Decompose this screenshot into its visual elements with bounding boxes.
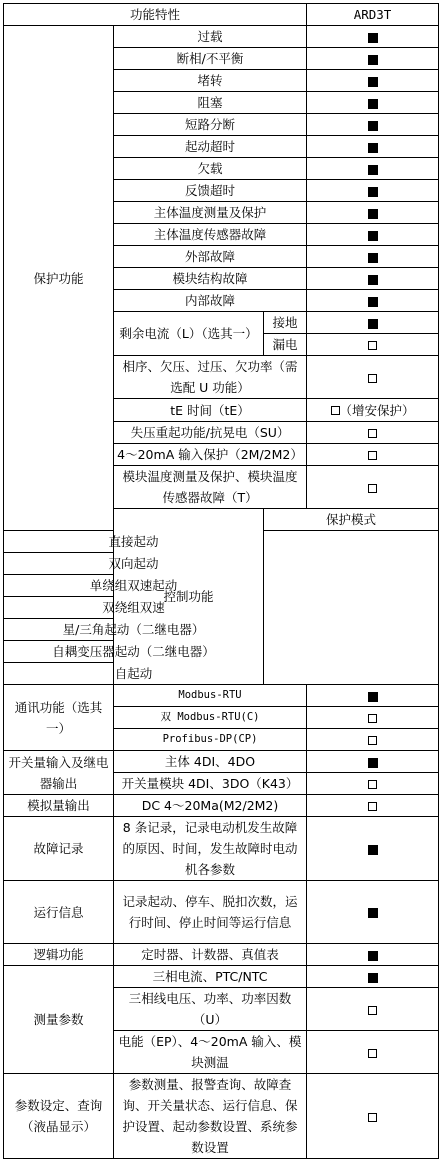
group-measure: 测量参数 [4, 966, 114, 1074]
mark-cell [307, 26, 439, 48]
feature-label: DC 4～20Ma(M2/2M2) [114, 795, 307, 817]
filled-square-icon [368, 55, 378, 65]
mark-cell [307, 466, 439, 509]
feature-label: 外部故障 [114, 246, 307, 268]
filled-square-icon [368, 692, 378, 702]
empty-square-icon [368, 736, 377, 745]
feature-label: 三相线电压、功率、功率因数（U） [114, 988, 307, 1031]
feature-label: 短路分断 [114, 114, 307, 136]
feature-label: 保护模式 [264, 509, 439, 531]
feature-label: 主体温度测量及保护 [114, 202, 307, 224]
mark-cell [307, 246, 439, 268]
feature-label: 单绕组双速起动 [4, 575, 264, 597]
feature-label: 模块温度测量及保护、模块温度传感器故障（T） [114, 466, 307, 509]
empty-square-icon [368, 1006, 377, 1015]
filled-square-icon [368, 845, 378, 855]
table-row [4, 663, 439, 685]
feature-label: Profibus-DP(CP) [114, 729, 307, 751]
empty-square-icon [368, 1049, 377, 1058]
feature-label: 欠载 [114, 158, 307, 180]
mark-cell [307, 795, 439, 817]
filled-square-icon [368, 143, 378, 153]
feature-label: 4～20mA 输入保护（2M/2M2） [114, 444, 307, 466]
mark-cell [307, 988, 439, 1031]
empty-square-icon [368, 374, 377, 383]
feature-label: 自耦变压器起动（二继电器） [4, 641, 264, 663]
table-row [4, 1074, 439, 1159]
group-control: 控制功能 [114, 509, 264, 685]
header-model: ARD3T [307, 4, 439, 26]
group-io: 开关量输入及继电器输出 [4, 751, 114, 795]
feature-label: 电能（EP）、4～20mA 输入、模块测温 [114, 1031, 307, 1074]
filled-square-icon [368, 165, 378, 175]
header-feature: 功能特性 [4, 4, 307, 26]
mark-cell [307, 158, 439, 180]
mark-cell [307, 268, 439, 290]
feature-label: 直接起动 [4, 531, 264, 553]
mark-cell [307, 202, 439, 224]
feature-label: 双绕组双速 [4, 597, 264, 619]
table-row [4, 531, 439, 553]
feature-label: 星/三角起动（二继电器） [4, 619, 264, 641]
feature-label: Modbus-RTU [114, 685, 307, 707]
filled-square-icon [368, 319, 378, 329]
feature-label: 主体温度传感器故障 [114, 224, 307, 246]
feature-label: 过载 [114, 26, 307, 48]
mark-cell [307, 707, 439, 729]
filled-square-icon [368, 253, 378, 263]
mark-note: （增安保护） [339, 403, 415, 418]
feature-label: 主体 4DI、4DO [114, 751, 307, 773]
empty-square-icon [368, 714, 377, 723]
mark-cell [307, 334, 439, 356]
mark-cell [307, 180, 439, 202]
mark-cell [307, 881, 439, 944]
empty-square-icon [368, 1113, 377, 1122]
mark-cell [307, 92, 439, 114]
empty-square-icon [368, 341, 377, 350]
mark-cell [307, 290, 439, 312]
mark-cell [307, 114, 439, 136]
table-row [4, 597, 439, 619]
feature-label: 双 Modbus-RTU(C) [114, 707, 307, 729]
group-analog: 模拟量输出 [4, 795, 114, 817]
filled-square-icon [368, 187, 378, 197]
mark-cell [307, 751, 439, 773]
mark-cell [307, 1031, 439, 1074]
empty-square-icon [368, 429, 377, 438]
feature-label: 开关量模块 4DI、3DO（K43） [114, 773, 307, 795]
mark-cell [307, 944, 439, 966]
feature-label: 起动超时 [114, 136, 307, 158]
group-comm: 通讯功能（选其一） [4, 685, 114, 751]
empty-square-icon [368, 802, 377, 811]
mark-cell [307, 729, 439, 751]
residual-sub-label: 漏电 [264, 334, 307, 356]
filled-square-icon [368, 121, 378, 131]
group-params: 参数设定、查询（液晶显示） [4, 1074, 114, 1159]
residual-sub-label: 接地 [264, 312, 307, 334]
empty-square-icon [368, 780, 377, 789]
table-row [4, 685, 439, 707]
mark-cell [307, 1074, 439, 1159]
mark-cell [307, 773, 439, 795]
table-row [4, 795, 439, 817]
feature-table [3, 3, 439, 1159]
feature-label: 相序、欠压、过压、欠功率（需选配 U 功能） [114, 356, 307, 399]
feature-label: 记录起动、停车、脱扣次数，运行时间、停止时间等运行信息 [114, 881, 307, 944]
feature-label: tE 时间（tE） [114, 399, 307, 422]
mark-cell [307, 356, 439, 399]
mark-cell [307, 312, 439, 334]
residual-current-label: 剩余电流（L）（选其一） [114, 312, 264, 356]
mark-cell [307, 444, 439, 466]
table-row [4, 817, 439, 881]
group-logic: 逻辑功能 [4, 944, 114, 966]
filled-square-icon [368, 99, 378, 109]
group-run: 运行信息 [4, 881, 114, 944]
feature-label: 内部故障 [114, 290, 307, 312]
feature-label: 断相/不平衡 [114, 48, 307, 70]
mark-cell [307, 136, 439, 158]
mark-cell [307, 399, 439, 422]
table-row [4, 881, 439, 944]
table-row [4, 619, 439, 641]
filled-square-icon [368, 33, 378, 43]
empty-square-icon [368, 451, 377, 460]
mark-cell [307, 70, 439, 92]
mark-cell [307, 966, 439, 988]
group-fault: 故障记录 [4, 817, 114, 881]
empty-square-icon [368, 484, 377, 493]
table-row [4, 944, 439, 966]
feature-label: 三相电流、PTC/NTC [114, 966, 307, 988]
feature-label: 双向起动 [4, 553, 264, 575]
table-row [4, 751, 439, 773]
empty-square-icon [331, 406, 340, 415]
filled-square-icon [368, 951, 378, 961]
header-row [4, 4, 439, 26]
feature-label: 8 条记录，记录电动机发生故障的原因、时间，发生故障时电动机各参数 [114, 817, 307, 881]
table-row [4, 641, 439, 663]
mark-cell [307, 817, 439, 881]
filled-square-icon [368, 77, 378, 87]
feature-label: 模块结构故障 [114, 268, 307, 290]
filled-square-icon [368, 231, 378, 241]
filled-square-icon [368, 758, 378, 768]
feature-label: 失压重起功能/抗晃电（SU） [114, 422, 307, 444]
filled-square-icon [368, 275, 378, 285]
table-row [4, 575, 439, 597]
filled-square-icon [368, 209, 378, 219]
mark-cell [307, 685, 439, 707]
table-row [4, 553, 439, 575]
mark-cell [307, 48, 439, 70]
feature-label: 自起动 [4, 663, 264, 685]
mark-cell [307, 224, 439, 246]
filled-square-icon [368, 297, 378, 307]
filled-square-icon [368, 908, 378, 918]
feature-label: 参数测量、报警查询、故障查询、开关量状态、运行信息、保护设置、起动参数设置、系统参数设置 [114, 1074, 307, 1159]
group-protection: 保护功能 [4, 26, 114, 531]
feature-label: 阻塞 [114, 92, 307, 114]
feature-label: 定时器、计数器、真值表 [114, 944, 307, 966]
table-row [4, 26, 439, 48]
table-row [4, 966, 439, 988]
feature-label: 反馈超时 [114, 180, 307, 202]
filled-square-icon [368, 973, 378, 983]
feature-label: 堵转 [114, 70, 307, 92]
mark-cell [307, 422, 439, 444]
